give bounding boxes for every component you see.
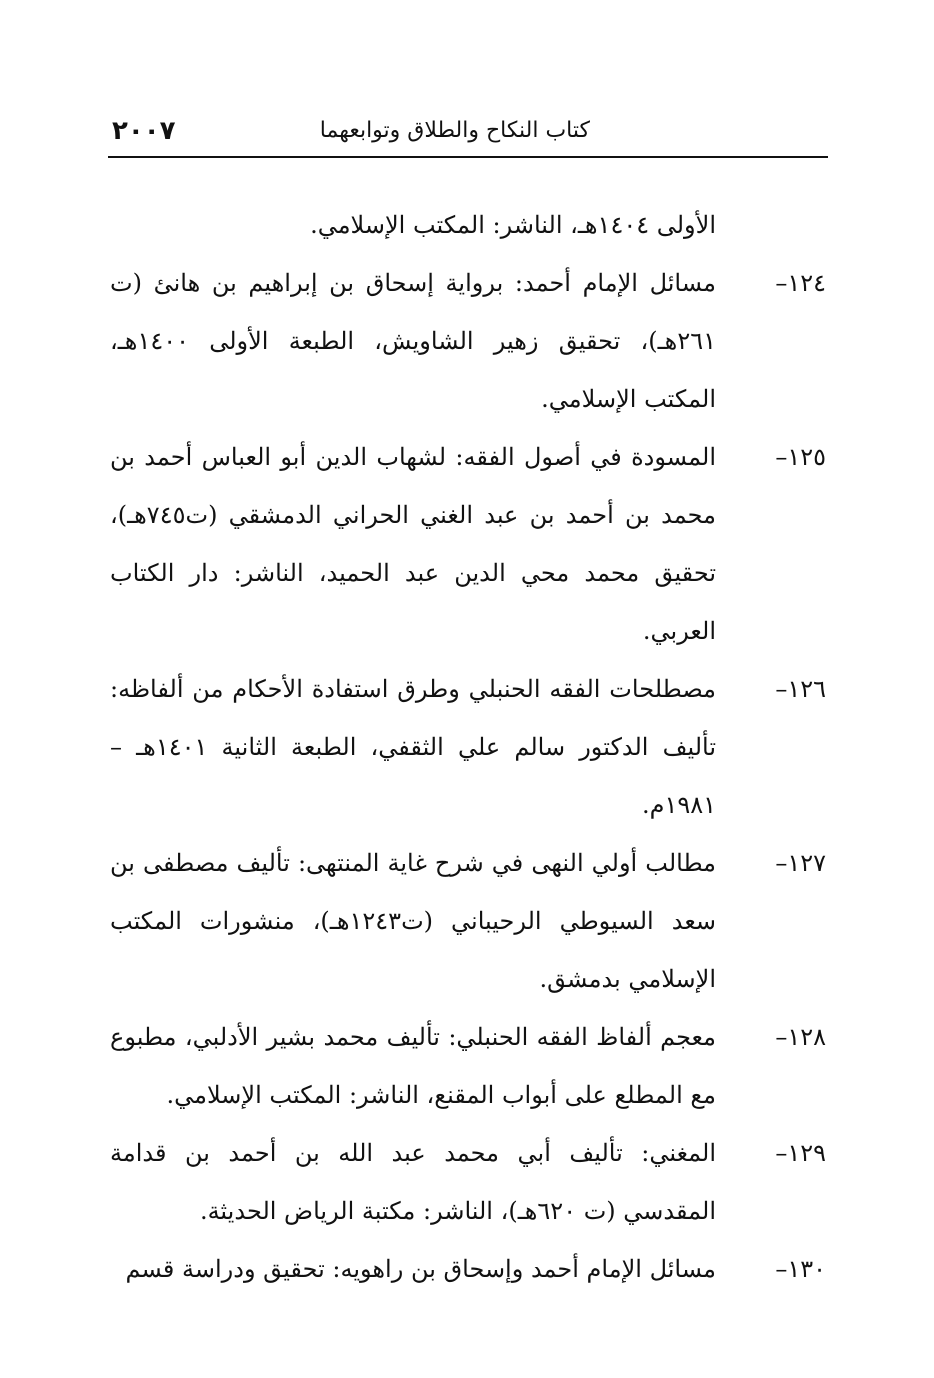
entry-number: ١٢٧–	[775, 849, 826, 877]
entry-text: معجم ألفاظ الفقه الحنبلي: تأليف محمد بشير الأدلبي، مطبوع مع المطلع على أبواب المقنع، الناشر: المكتب الإسلامي.	[110, 1023, 716, 1109]
entry-number: ١٣٠–	[775, 1255, 826, 1283]
entry-text: مطالب أولي النهى في شرح غاية المنتهى: تأليف مصطفى بن سعد السيوطي الرحيباني (ت١٢٤٣هـ)، منشورات المكتب الإسلامي بدمشق.	[110, 849, 717, 993]
entry-number: ١٢٥–	[775, 443, 826, 471]
entry-number: ١٢٤–	[775, 269, 826, 297]
entry-number: ١٢٦–	[775, 675, 826, 703]
page-number: ٢٠٠٧	[112, 116, 176, 146]
bibliography-entry-126	[110, 660, 826, 834]
entry-number: ١٢٨–	[775, 1023, 826, 1051]
entry-text: المغني: تأليف أبي محمد عبد الله بن أحمد بن قدامة المقدسي (ت ٦٢٠هـ)، الناشر: مكتبة الرياض الحديثة.	[110, 1139, 716, 1225]
entry-text: مسائل الإمام أحمد: برواية إسحاق بن إبراهيم بن هانئ (ت ٢٦١هـ)، تحقيق زهير الشاويش، الطبعة الأولى ١٤٠٠هـ، المكتب الإسلامي.	[110, 269, 716, 413]
entry-text: مصطلحات الفقه الحنبلي وطرق استفادة الأحكام من ألفاظه: تأليف الدكتور سالم علي الثقفي، الطبعة الثانية ١٤٠١هـ – ١٩٨١م.	[110, 675, 716, 819]
bibliography-list	[110, 196, 826, 1298]
bibliography-entry-124	[110, 254, 826, 428]
entry-number: ١٢٩–	[775, 1139, 826, 1167]
continuation-line: الأولى ١٤٠٤هـ، الناشر: المكتب الإسلامي.	[310, 211, 716, 239]
entry-text: المسودة في أصول الفقه: لشهاب الدين أبو العباس أحمد بن محمد بن أحمد بن عبد الغني الحراني الدمشقي (ت٧٤٥هـ)، تحقيق محمد محي الدين عبد الحميد، الناشر: دار الكتاب العربي.	[110, 443, 716, 645]
running-header	[108, 112, 828, 158]
bibliography-entry-128	[110, 1008, 826, 1124]
entry-text: مسائل الإمام أحمد وإسحاق بن راهويه: تحقيق ودراسة قسم	[125, 1255, 716, 1283]
bibliography-entry-130	[110, 1240, 826, 1298]
bibliography-entry-129	[110, 1124, 826, 1240]
bibliography-entry-127	[110, 834, 826, 1008]
bibliography-entry-125	[110, 428, 826, 660]
running-header-title: كتاب النكاح والطلاق وتوابعهما	[319, 118, 590, 143]
